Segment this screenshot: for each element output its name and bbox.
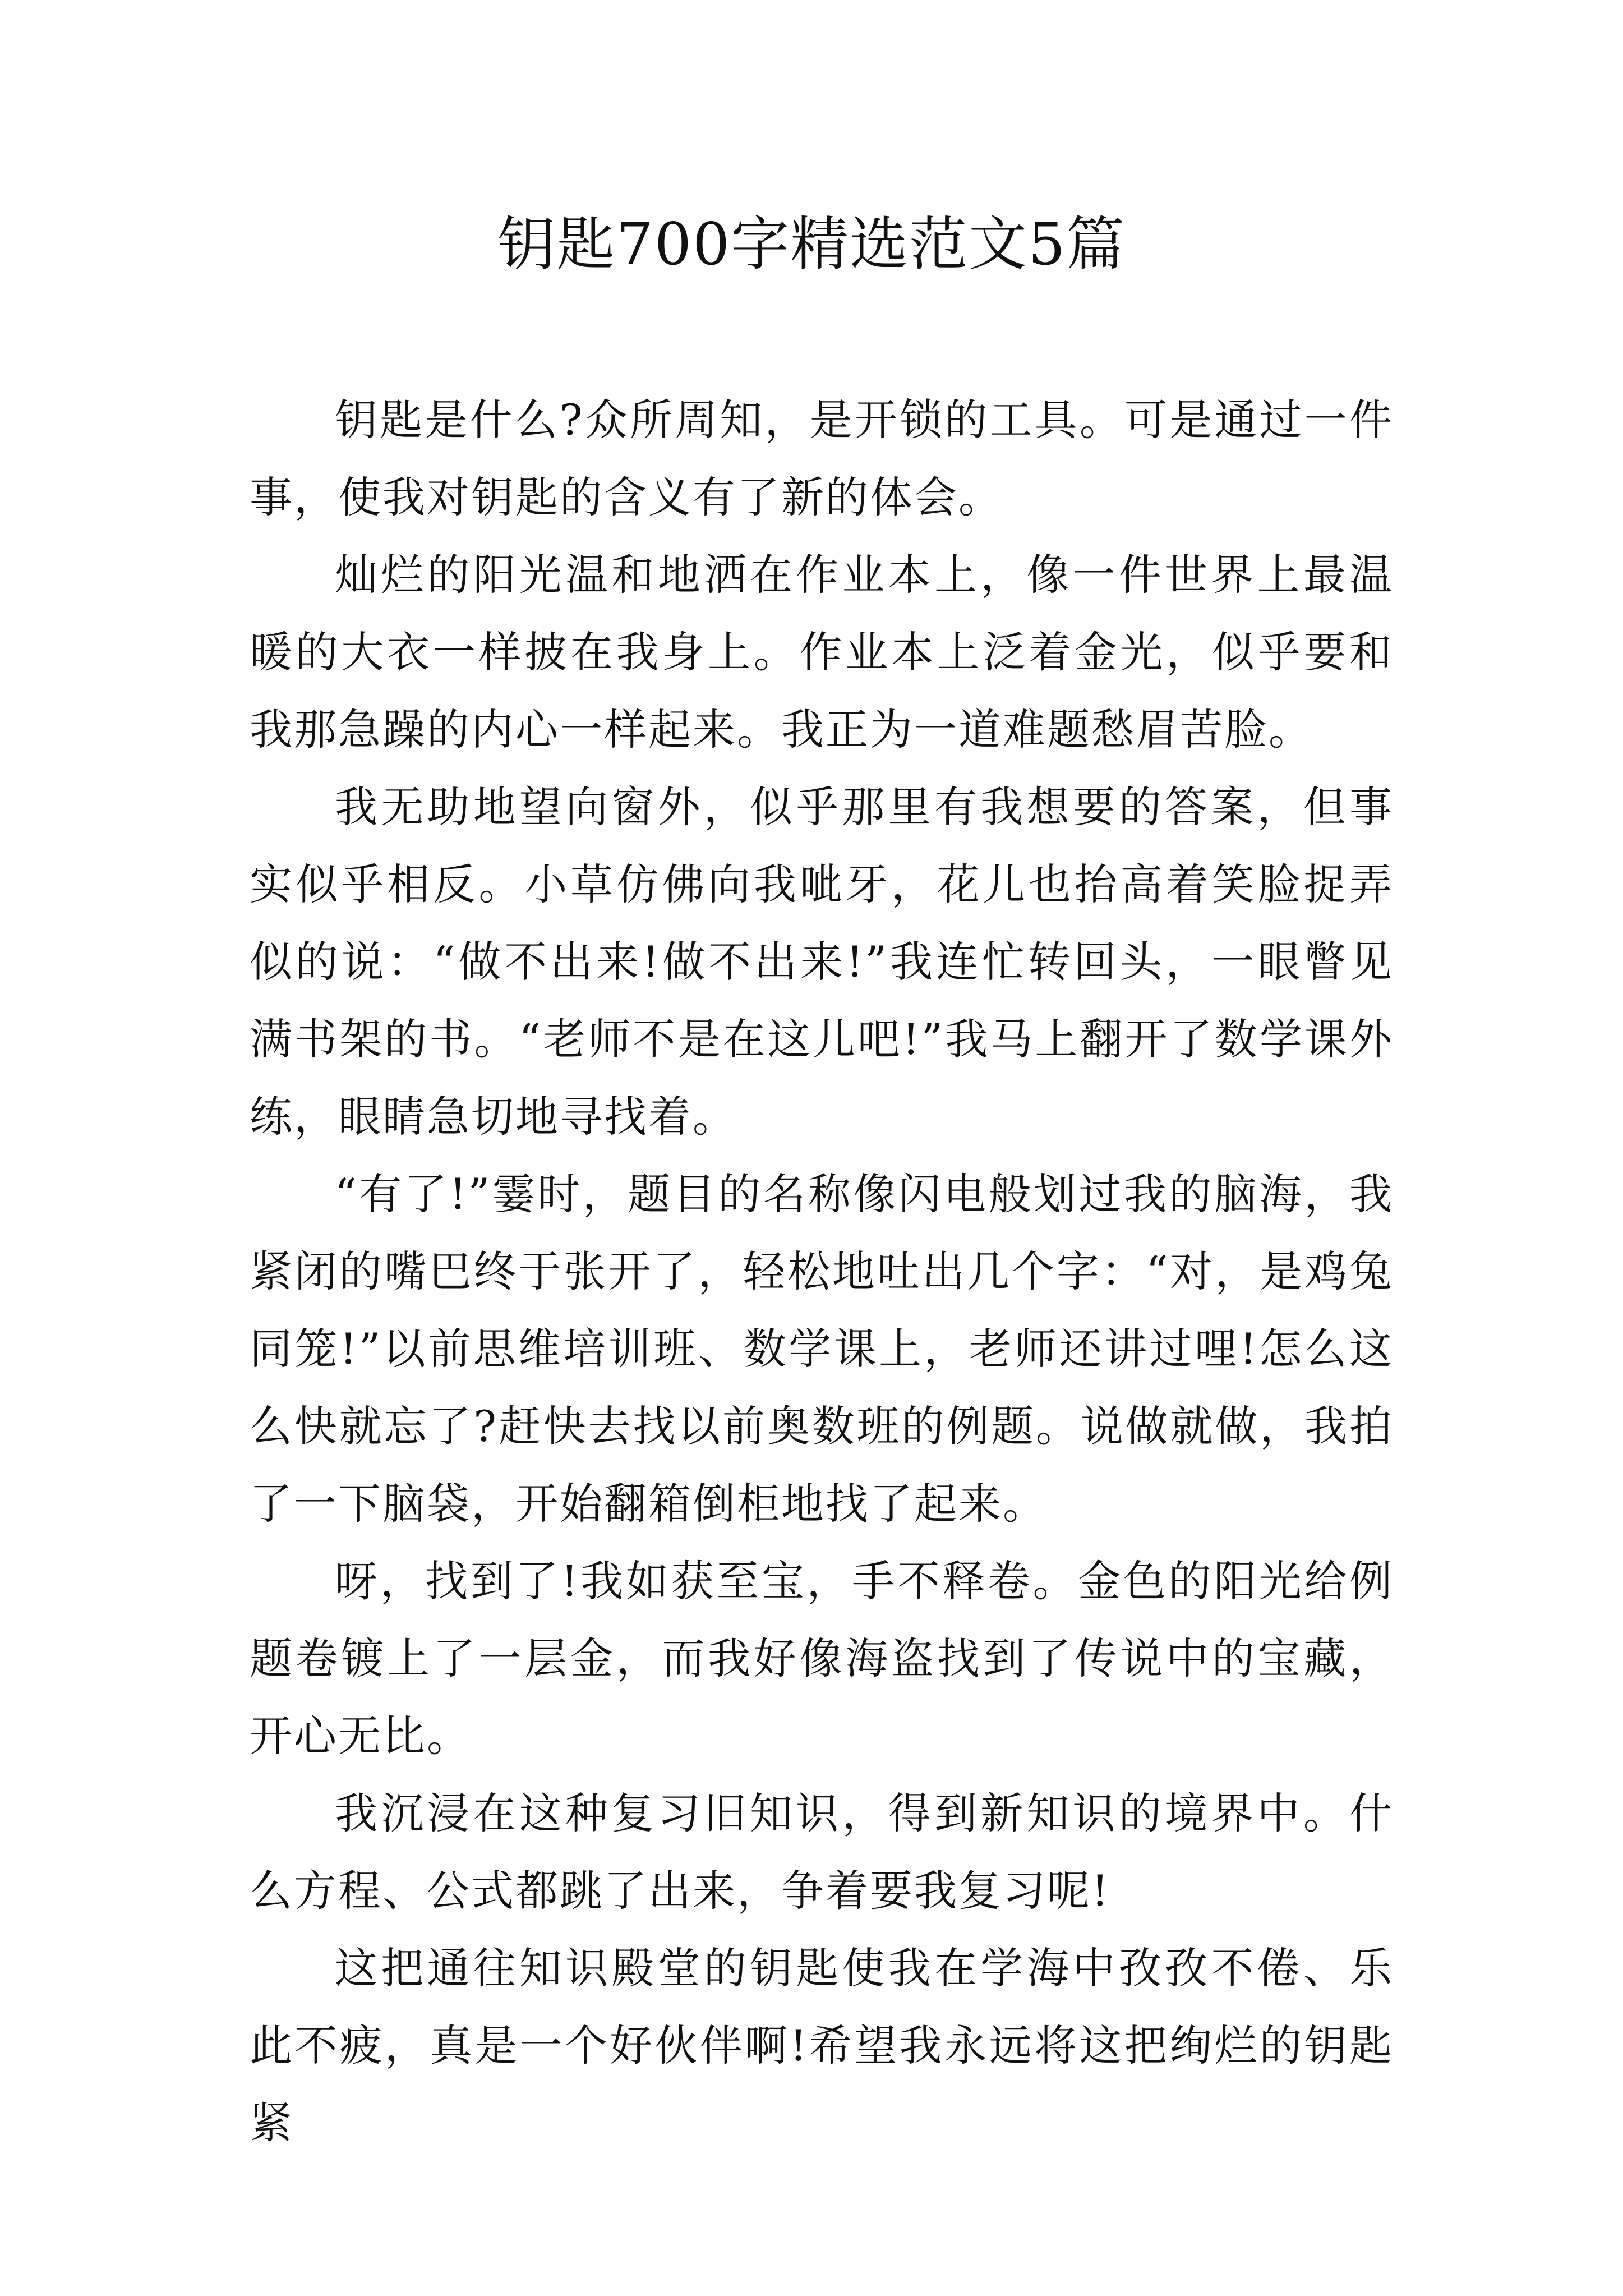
document-title: 钥匙700字精选范文5篇 (497, 210, 1126, 278)
paragraph-5: 呀，找到了!我如获至宝，手不释卷。金色的阳光给例题卷镀上了一层金，而我好像海盗找到了传说中的宝藏，开心无比。 (250, 1556, 1394, 1761)
paragraph-3: 我无助地望向窗外，似乎那里有我想要的答案，但事实似乎相反。小草仿佛向我呲牙，花儿也抬高着笑脸捉弄似的说：“做不出来!做不出来!”我连忙转回头，一眼瞥见满书架的书。“老师不是在这儿吧!”我马上翻开了数学课外练，眼睛急切地寻找着。 (250, 782, 1394, 1142)
paragraph-1: 钥匙是什么?众所周知，是开锁的工具。可是通过一件事，使我对钥匙的含义有了新的体会。 (250, 395, 1394, 522)
paragraph-2: 灿烂的阳光温和地洒在作业本上，像一件世界上最温暖的大衣一样披在我身上。作业本上泛着金光，似乎要和我那急躁的内心一样起来。我正为一道难题愁眉苦脸。 (250, 550, 1394, 754)
paragraph-4: “有了!”霎时，题目的名称像闪电般划过我的脑海，我紧闭的嘴巴终于张开了，轻松地吐出几个字：“对，是鸡兔同笼!”以前思维培训班、数学课上，老师还讲过哩!怎么这么快就忘了?赶快去找以前奥数班的例题。说做就做，我拍了一下脑袋，开始翻箱倒柜地找了起来。 (250, 1169, 1394, 1529)
paragraph-6: 我沉浸在这种复习旧知识，得到新知识的境界中。什么方程、公式都跳了出来，争着要我复习呢! (250, 1788, 1394, 1916)
document-body (250, 381, 1394, 2162)
paragraph-7: 这把通往知识殿堂的钥匙使我在学海中孜孜不倦、乐此不疲，真是一个好伙伴啊!希望我永远将这把绚烂的钥匙紧 (250, 1943, 1394, 2148)
